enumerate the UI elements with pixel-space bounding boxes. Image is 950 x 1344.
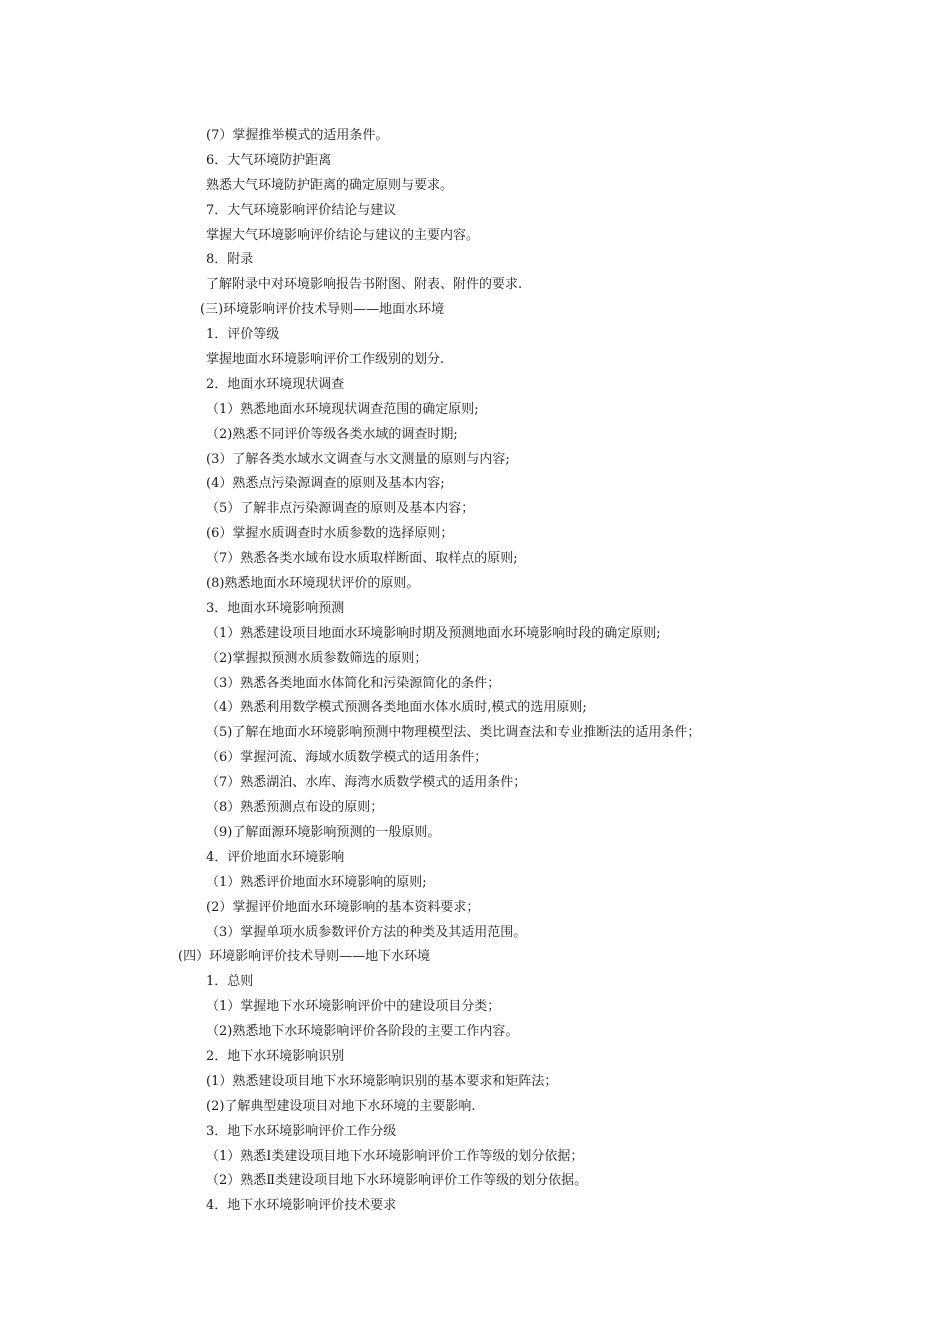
- text-line: （2)掌握拟预测水质参数筛选的原则；: [206, 650, 428, 666]
- text-line: 2．地面水环境现状调查: [206, 376, 345, 392]
- text-line: （1）熟悉地面水环境现状调查范围的确定原则;: [206, 401, 479, 417]
- text-line: （2）熟悉Ⅱ类建设项目地下水环境影响评价工作等级的划分依据。: [206, 1173, 588, 1189]
- text-line: （3）掌握单项水质参数评价方法的种类及其适用范围。: [206, 924, 527, 940]
- text-line: (7）掌握推举模式的适用条件。: [206, 128, 389, 143]
- text-line: （5)了解在地面水环境影响预测中物理模型法、类比调查法和专业推断法的适用条件；: [206, 725, 701, 741]
- text-line: 8．附录: [206, 252, 254, 268]
- text-line: （7）熟悉各类水域布设水质取样断面、取样点的原则;: [206, 551, 518, 567]
- text-line: （1）掌握地下水环境影响评价中的建设项目分类；: [206, 999, 501, 1015]
- text-line: (2)了解典型建设项目对地下水环境的主要影响.: [206, 1098, 476, 1114]
- text-line: （3）熟悉各类地面水体简化和污染源简化的条件；: [206, 675, 501, 691]
- text-line: (三)环境影响评价技术导则——地面水环境: [200, 302, 445, 318]
- text-line: 1．总则: [206, 974, 254, 990]
- text-line: 1．评价等级: [206, 327, 280, 343]
- text-line: (6）掌握水质调查时水质参数的选择原则；: [206, 526, 454, 542]
- text-line: （1）熟悉评价地面水环境影响的原则;: [206, 874, 427, 890]
- text-line: （9)了解面源环境影响预测的一般原则。: [206, 824, 441, 840]
- text-line: 掌握地面水环境影响评价工作级别的划分.: [206, 352, 445, 368]
- text-line: 7．大气环境影响评价结论与建议: [206, 202, 397, 218]
- text-line: 4．评价地面水环境影响: [206, 849, 345, 865]
- text-line: （2)熟悉不同评价等级各类水域的调查时期;: [206, 426, 458, 442]
- text-line: （1）熟悉Ⅰ类建设项目地下水环境影响评价工作等级的划分依据；: [206, 1148, 584, 1164]
- text-line: (8)熟悉地面水环境现状评价的原则。: [206, 576, 420, 592]
- document-body: [0, 124, 950, 1219]
- text-line: 3．地下水环境影响评价工作分级: [206, 1123, 397, 1139]
- text-line: (4）熟悉点污染源调查的原则及基本内容;: [206, 476, 445, 492]
- text-line: （7）熟悉湖泊、水库、海湾水质数学模式的适用条件；: [206, 775, 527, 791]
- text-line: 熟悉大气环境防护距离的确定原则与要求。: [206, 177, 454, 193]
- text-line: (1）熟悉建设项目地下水环境影响识别的基本要求和矩阵法；: [206, 1073, 558, 1089]
- text-line: （2)熟悉地下水环境影响评价各阶段的主要工作内容。: [206, 1024, 519, 1040]
- text-line: 掌握大气环境影响评价结论与建议的主要内容。: [206, 227, 480, 243]
- text-line: (四）环境影响评价技术导则——地下水环境: [178, 949, 431, 965]
- text-line: （4）熟悉利用数学模式预测各类地面水体水质时,模式的选用原则;: [206, 700, 587, 716]
- text-line: 了解附录中对环境影响报告书附图、附表、附件的要求.: [206, 277, 523, 293]
- text-line: 2．地下水环境影响识别: [206, 1048, 345, 1064]
- text-line: （5）了解非点污染源调查的原则及基本内容；: [206, 501, 475, 517]
- text-line: (2）掌握评价地面水环境影响的基本资料要求；: [206, 899, 480, 915]
- text-line: 6．大气环境防护距离: [206, 152, 332, 168]
- text-line: 3．地面水环境影响预测: [206, 600, 345, 616]
- text-line: (3）了解各类水域水文调查与水文测量的原则与内容;: [206, 451, 510, 467]
- text-line: （6）掌握河流、海域水质数学模式的适用条件；: [206, 750, 488, 766]
- text-line: 4．地下水环境影响评价技术要求: [206, 1198, 397, 1214]
- text-line: （8）熟悉预测点布设的原则；: [206, 800, 384, 816]
- text-line: （1）熟悉建设项目地面水环境影响时期及预测地面水环境影响时段的确定原则;: [206, 625, 661, 641]
